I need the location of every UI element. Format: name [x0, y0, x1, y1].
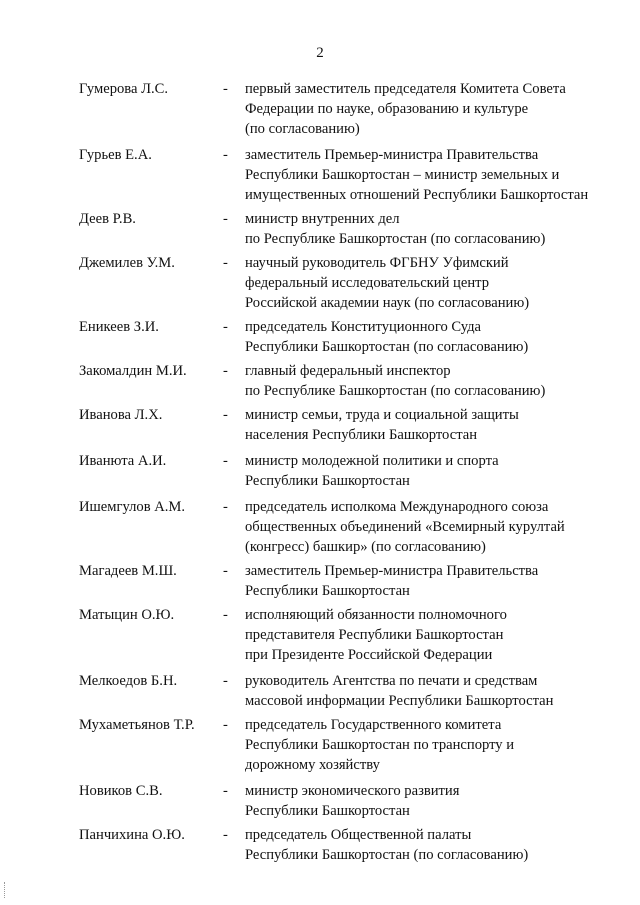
member-position-line: Федерации по науке, образованию и культуре: [245, 100, 529, 117]
member-position-line: массовой информации Республики Башкортостан: [245, 692, 554, 709]
member-position-line: Республики Башкортостан (по согласованию): [245, 338, 529, 355]
member-position-line: министр экономического развития: [245, 783, 460, 799]
member-name: Матыцин О.Ю.: [79, 607, 175, 623]
member-dash: -: [223, 717, 228, 733]
member-position: [245, 80, 595, 139]
member-position-line: федеральный исследовательский центр: [245, 274, 489, 291]
member-position-line: имущественных отношений Республики Башкортостан: [245, 186, 589, 203]
member-position: [245, 406, 595, 446]
member-dash: -: [223, 673, 228, 689]
member-position-line: заместитель Премьер-министра Правительства: [245, 147, 539, 163]
member-name: Панчихина О.Ю.: [79, 827, 185, 843]
member-position-line: министр внутренних дел: [245, 211, 400, 227]
member-position: [245, 782, 595, 822]
member-position-line: руководитель Агентства по печати и средствам: [245, 673, 538, 689]
member-name: Деев Р.В.: [79, 211, 136, 227]
member-position: [245, 498, 595, 557]
member-position-line: Республики Башкортостан – министр земельных и: [245, 166, 560, 183]
member-name: Новиков С.В.: [79, 783, 163, 799]
member-position-line: представителя Республики Башкортостан: [245, 626, 504, 643]
member-dash: -: [223, 827, 228, 843]
member-position-line: Республики Башкортостан по транспорту и: [245, 736, 515, 753]
page-number: 2: [316, 45, 324, 61]
member-position-line: Республики Башкортостан (по согласованию): [245, 846, 529, 863]
member-position-line: общественных объединений «Всемирный курултай: [245, 518, 565, 535]
member-position-line: (по согласованию): [245, 120, 360, 137]
member-name: Мухаметьянов Т.Р.: [79, 717, 195, 733]
member-position: [245, 318, 595, 358]
member-position-line: (конгресс) башкир» (по согласованию): [245, 538, 486, 555]
member-position-line: председатель Конституционного Суда: [245, 319, 482, 335]
member-name: Магадеев М.Ш.: [79, 563, 177, 579]
member-position-line: министр молодежной политики и спорта: [245, 453, 499, 469]
member-position: [245, 562, 595, 602]
member-position: [245, 672, 595, 712]
member-position-line: исполняющий обязанности полномочного: [245, 607, 507, 623]
member-position-line: первый заместитель председателя Комитета Совета: [245, 81, 566, 97]
member-name: Ишемгулов А.М.: [79, 499, 186, 515]
member-dash: -: [223, 453, 228, 469]
member-position-line: населения Республики Башкортостан: [245, 426, 478, 443]
member-dash: -: [223, 81, 228, 97]
member-position-line: Республики Башкортостан: [245, 472, 410, 489]
member-dash: -: [223, 499, 228, 515]
member-position-line: Республики Башкортостан: [245, 582, 410, 599]
member-position-line: Республики Башкортостан: [245, 802, 410, 819]
member-position-line: дорожному хозяйству: [245, 756, 380, 773]
member-name: Гумерова Л.С.: [79, 81, 169, 97]
member-position-line: при Президенте Российской Федерации: [245, 646, 493, 663]
member-position-line: главный федеральный инспектор: [245, 363, 451, 379]
member-position-line: по Республике Башкортостан (по согласованию): [245, 382, 546, 399]
member-name: Еникеев З.И.: [79, 319, 159, 335]
member-name: Гурьев Е.А.: [79, 147, 152, 163]
member-dash: -: [223, 319, 228, 335]
member-position-line: министр семьи, труда и социальной защиты: [245, 407, 519, 423]
member-dash: -: [223, 783, 228, 799]
member-dash: -: [223, 363, 228, 379]
member-position-line: председатель Общественной палаты: [245, 827, 472, 843]
margin-mark: [4, 882, 6, 898]
member-position-line: по Республике Башкортостан (по согласованию): [245, 230, 546, 247]
member-position: [245, 210, 595, 250]
member-position-line: научный руководитель ФГБНУ Уфимский: [245, 255, 509, 271]
member-position: [245, 826, 595, 866]
member-position: [245, 606, 595, 665]
member-name: Закомалдин М.И.: [79, 363, 187, 379]
member-position-line: Российской академии наук (по согласованию): [245, 294, 530, 311]
member-position-line: заместитель Премьер-министра Правительства: [245, 563, 539, 579]
member-name: Иванюта А.И.: [79, 453, 167, 469]
member-name: Мелкоедов Б.Н.: [79, 673, 178, 689]
member-position: [245, 452, 595, 492]
member-position-line: председатель Государственного комитета: [245, 717, 502, 733]
member-position: [245, 254, 595, 313]
member-dash: -: [223, 211, 228, 227]
member-position: [245, 716, 595, 775]
member-dash: -: [223, 407, 228, 423]
member-position-line: председатель исполкома Международного союза: [245, 499, 549, 515]
member-position: [245, 362, 595, 402]
member-dash: -: [223, 147, 228, 163]
member-name: Джемилев У.М.: [79, 255, 175, 271]
member-dash: -: [223, 255, 228, 271]
member-dash: -: [223, 563, 228, 579]
member-dash: -: [223, 607, 228, 623]
member-position: [245, 146, 595, 205]
member-name: Иванова Л.Х.: [79, 407, 163, 423]
